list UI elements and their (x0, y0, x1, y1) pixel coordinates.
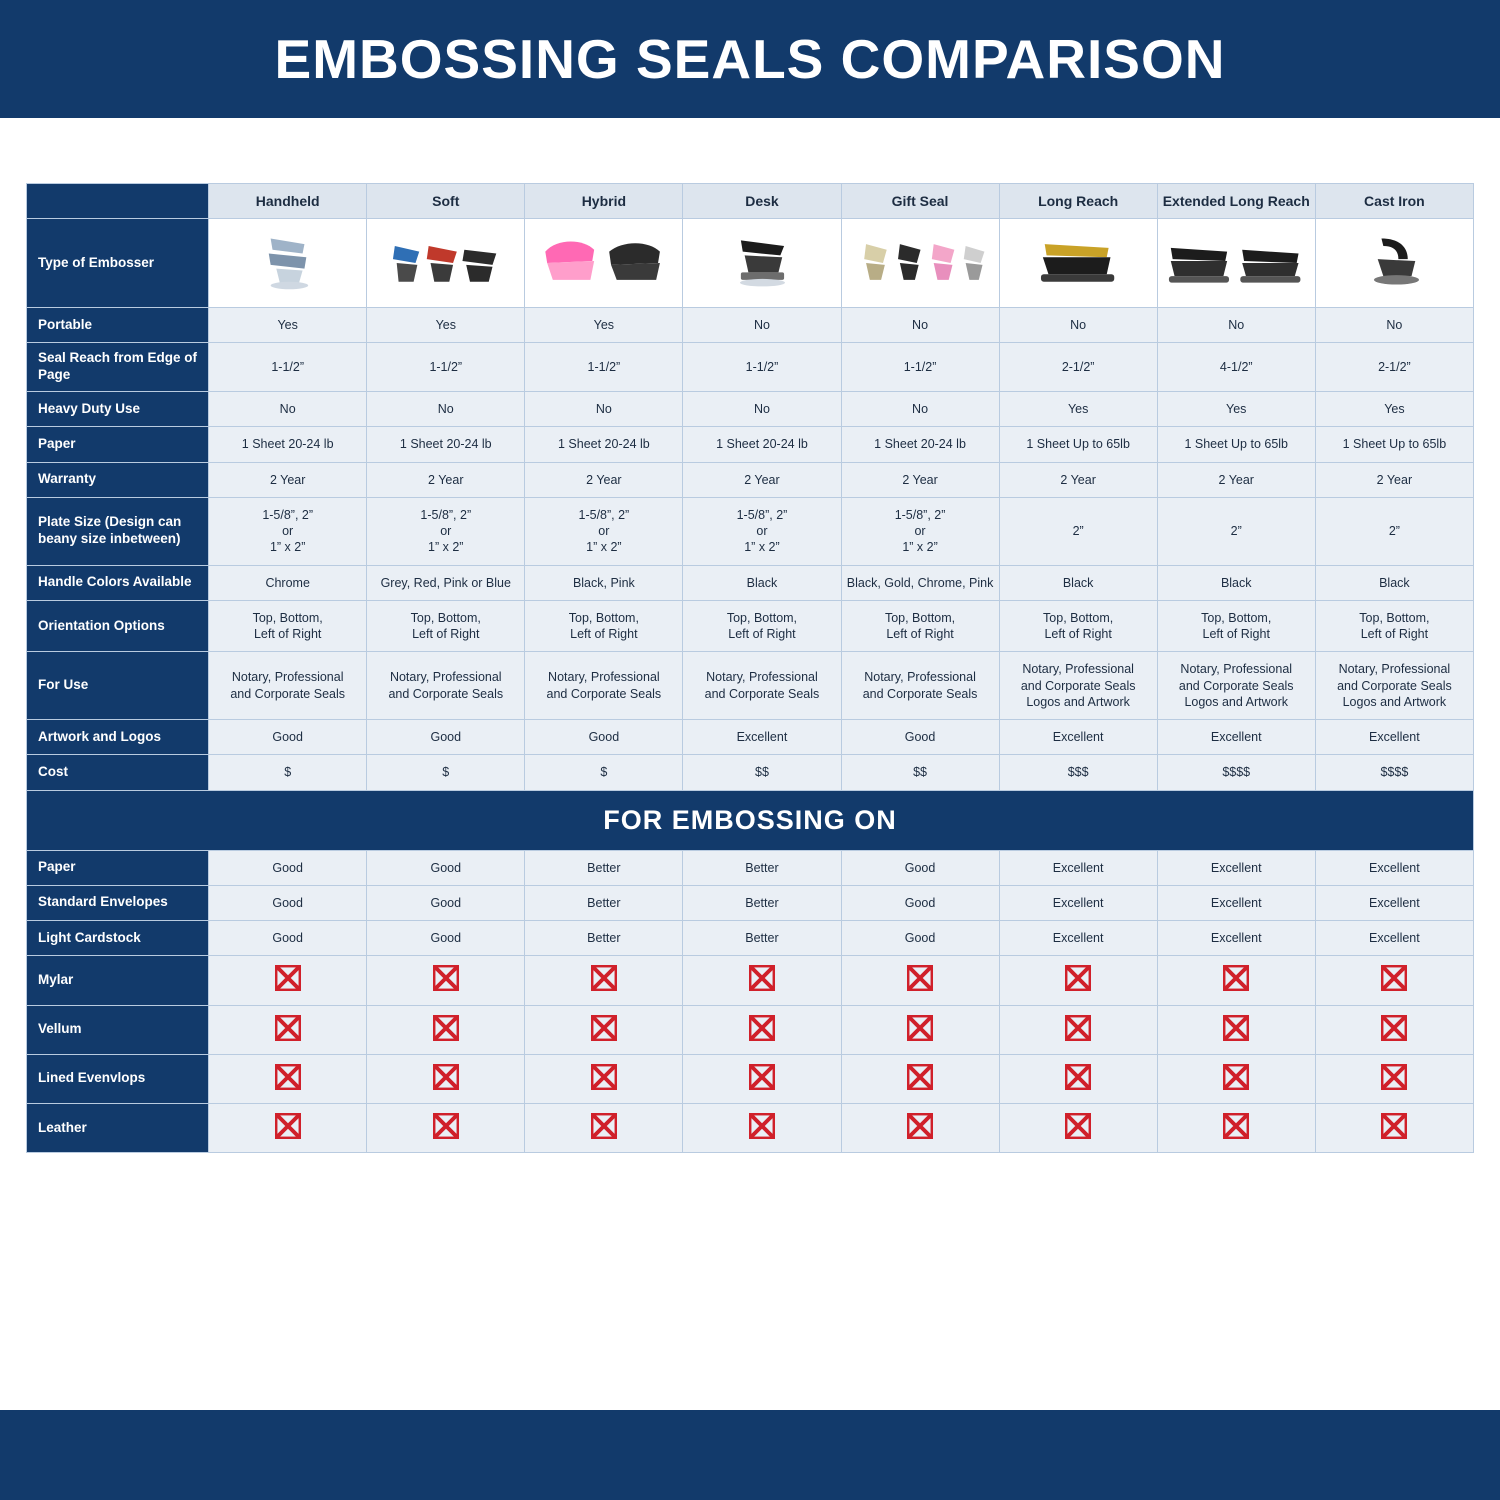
cell-standard-envelopes-hybrid: Better (525, 885, 683, 920)
cell-light-cardstock-cast_iron: Excellent (1315, 921, 1473, 956)
table-row (27, 392, 1474, 427)
cell-paper-long_reach: Excellent (999, 850, 1157, 885)
cell-plate-size-design-can-beany-size-inbetween-long_reach: 2” (999, 497, 1157, 565)
cell-for-use-handheld: Notary, Professional and Corporate Seals (209, 652, 367, 720)
gift-seal-embosser-icon (844, 231, 997, 293)
cell-artwork-and-logos-handheld: Good (209, 720, 367, 755)
row-label-artwork-and-logos: Artwork and Logos (27, 720, 209, 755)
cell-heavy-duty-use-long_reach: Yes (999, 392, 1157, 427)
row-label-type-of-embosser: Type of Embosser (27, 219, 209, 308)
cell-artwork-and-logos-hybrid: Good (525, 720, 683, 755)
x-mark-icon (907, 1128, 933, 1142)
cell-mylar-desk (683, 956, 841, 1005)
hybrid-embosser-icon (527, 231, 680, 293)
cell-paper-cast_iron: 1 Sheet Up to 65lb (1315, 427, 1473, 462)
cell-warranty-gift_seal: 2 Year (841, 462, 999, 497)
cell-light-cardstock-hybrid: Better (525, 921, 683, 956)
cell-plate-size-design-can-beany-size-inbetween-hybrid: 1-5/8”, 2” or 1” x 2” (525, 497, 683, 565)
cell-for-use-desk: Notary, Professional and Corporate Seals (683, 652, 841, 720)
embosser-image-cell-extended_long_reach (1157, 219, 1315, 308)
cell-paper-extended_long_reach: Excellent (1157, 850, 1315, 885)
cell-orientation-options-cast_iron: Top, Bottom, Left of Right (1315, 600, 1473, 652)
table-row (27, 850, 1474, 885)
x-mark-icon (907, 1030, 933, 1044)
table-row (27, 956, 1474, 1005)
row-label-mylar: Mylar (27, 956, 209, 1005)
cell-artwork-and-logos-soft: Good (367, 720, 525, 755)
long-reach-embosser-icon (1002, 231, 1155, 293)
cell-mylar-hybrid (525, 956, 683, 1005)
cell-handle-colors-available-hybrid: Black, Pink (525, 565, 683, 600)
x-mark-icon (1381, 980, 1407, 994)
cell-standard-envelopes-extended_long_reach: Excellent (1157, 885, 1315, 920)
x-mark-icon (1065, 1030, 1091, 1044)
table-row (27, 308, 1474, 343)
x-mark-icon (433, 1128, 459, 1142)
cell-vellum-desk (683, 1005, 841, 1054)
row-label-paper: Paper (27, 427, 209, 462)
cell-lined-evenvlops-soft (367, 1054, 525, 1103)
cell-mylar-soft (367, 956, 525, 1005)
table-row (27, 720, 1474, 755)
cell-for-use-extended_long_reach: Notary, Professional and Corporate Seals Logos and Artwork (1157, 652, 1315, 720)
extended-long-reach-embosser-icon (1160, 231, 1313, 293)
column-header-extended_long_reach: Extended Long Reach (1157, 184, 1315, 219)
desk-embosser-icon (685, 231, 838, 293)
cell-cost-cast_iron: $$$$ (1315, 755, 1473, 790)
x-mark-icon (907, 1079, 933, 1093)
cell-paper-cast_iron: Excellent (1315, 850, 1473, 885)
cell-heavy-duty-use-desk: No (683, 392, 841, 427)
x-mark-icon (591, 1030, 617, 1044)
cell-vellum-handheld (209, 1005, 367, 1054)
cell-artwork-and-logos-cast_iron: Excellent (1315, 720, 1473, 755)
table-row (27, 219, 1474, 308)
cell-artwork-and-logos-extended_long_reach: Excellent (1157, 720, 1315, 755)
cell-mylar-extended_long_reach (1157, 956, 1315, 1005)
x-mark-icon (749, 1128, 775, 1142)
cell-warranty-soft: 2 Year (367, 462, 525, 497)
cell-vellum-extended_long_reach (1157, 1005, 1315, 1054)
table-row (27, 921, 1474, 956)
cell-standard-envelopes-cast_iron: Excellent (1315, 885, 1473, 920)
cast-iron-embosser-icon (1318, 231, 1471, 293)
row-label-standard-envelopes: Standard Envelopes (27, 885, 209, 920)
cell-portable-cast_iron: No (1315, 308, 1473, 343)
x-mark-icon (275, 1128, 301, 1142)
cell-handle-colors-available-long_reach: Black (999, 565, 1157, 600)
cell-plate-size-design-can-beany-size-inbetween-soft: 1-5/8”, 2” or 1” x 2” (367, 497, 525, 565)
cell-artwork-and-logos-long_reach: Excellent (999, 720, 1157, 755)
x-mark-icon (1381, 1079, 1407, 1093)
cell-warranty-long_reach: 2 Year (999, 462, 1157, 497)
column-header-handheld: Handheld (209, 184, 367, 219)
section-banner: FOR EMBOSSING ON (27, 790, 1474, 850)
cell-portable-long_reach: No (999, 308, 1157, 343)
column-header-soft: Soft (367, 184, 525, 219)
table-row (27, 462, 1474, 497)
cell-leather-extended_long_reach (1157, 1104, 1315, 1153)
x-mark-icon (1381, 1128, 1407, 1142)
column-header-long_reach: Long Reach (999, 184, 1157, 219)
cell-portable-desk: No (683, 308, 841, 343)
cell-handle-colors-available-soft: Grey, Red, Pink or Blue (367, 565, 525, 600)
cell-portable-extended_long_reach: No (1157, 308, 1315, 343)
cell-cost-handheld: $ (209, 755, 367, 790)
cell-standard-envelopes-desk: Better (683, 885, 841, 920)
x-mark-icon (591, 980, 617, 994)
cell-cost-extended_long_reach: $$$$ (1157, 755, 1315, 790)
table-row (27, 885, 1474, 920)
table-row (27, 1104, 1474, 1153)
cell-for-use-cast_iron: Notary, Professional and Corporate Seals Logos and Artwork (1315, 652, 1473, 720)
x-mark-icon (433, 1079, 459, 1093)
cell-seal-reach-from-edge-of-page-long_reach: 2-1/2” (999, 343, 1157, 392)
cell-light-cardstock-gift_seal: Good (841, 921, 999, 956)
cell-seal-reach-from-edge-of-page-extended_long_reach: 4-1/2” (1157, 343, 1315, 392)
cell-orientation-options-handheld: Top, Bottom, Left of Right (209, 600, 367, 652)
cell-lined-evenvlops-desk (683, 1054, 841, 1103)
cell-handle-colors-available-cast_iron: Black (1315, 565, 1473, 600)
x-mark-icon (433, 1030, 459, 1044)
cell-paper-desk: 1 Sheet 20-24 lb (683, 427, 841, 462)
x-mark-icon (275, 1030, 301, 1044)
cell-heavy-duty-use-hybrid: No (525, 392, 683, 427)
x-mark-icon (591, 1128, 617, 1142)
cell-cost-hybrid: $ (525, 755, 683, 790)
cell-plate-size-design-can-beany-size-inbetween-desk: 1-5/8”, 2” or 1” x 2” (683, 497, 841, 565)
cell-light-cardstock-soft: Good (367, 921, 525, 956)
embosser-image-cell-gift_seal (841, 219, 999, 308)
cell-seal-reach-from-edge-of-page-handheld: 1-1/2” (209, 343, 367, 392)
cell-cost-gift_seal: $$ (841, 755, 999, 790)
x-mark-icon (591, 1079, 617, 1093)
cell-paper-hybrid: Better (525, 850, 683, 885)
cell-paper-soft: 1 Sheet 20-24 lb (367, 427, 525, 462)
cell-heavy-duty-use-handheld: No (209, 392, 367, 427)
cell-orientation-options-long_reach: Top, Bottom, Left of Right (999, 600, 1157, 652)
cell-seal-reach-from-edge-of-page-hybrid: 1-1/2” (525, 343, 683, 392)
cell-artwork-and-logos-gift_seal: Good (841, 720, 999, 755)
cell-paper-long_reach: 1 Sheet Up to 65lb (999, 427, 1157, 462)
x-mark-icon (749, 1030, 775, 1044)
cell-seal-reach-from-edge-of-page-desk: 1-1/2” (683, 343, 841, 392)
cell-portable-gift_seal: No (841, 308, 999, 343)
cell-light-cardstock-desk: Better (683, 921, 841, 956)
x-mark-icon (433, 980, 459, 994)
page-footer (0, 1410, 1500, 1500)
x-mark-icon (749, 980, 775, 994)
column-header-cast_iron: Cast Iron (1315, 184, 1473, 219)
cell-light-cardstock-handheld: Good (209, 921, 367, 956)
cell-paper-extended_long_reach: 1 Sheet Up to 65lb (1157, 427, 1315, 462)
cell-portable-hybrid: Yes (525, 308, 683, 343)
table-row (27, 343, 1474, 392)
row-label-orientation-options: Orientation Options (27, 600, 209, 652)
cell-orientation-options-extended_long_reach: Top, Bottom, Left of Right (1157, 600, 1315, 652)
table-row (27, 1005, 1474, 1054)
row-label-plate-size-design-can-beany-size-inbetween: Plate Size (Design can beany size inbetween) (27, 497, 209, 565)
x-mark-icon (1065, 980, 1091, 994)
cell-lined-evenvlops-extended_long_reach (1157, 1054, 1315, 1103)
cell-seal-reach-from-edge-of-page-cast_iron: 2-1/2” (1315, 343, 1473, 392)
row-label-paper: Paper (27, 850, 209, 885)
row-label-for-use: For Use (27, 652, 209, 720)
cell-mylar-cast_iron (1315, 956, 1473, 1005)
header-divider (0, 118, 1500, 126)
row-label-light-cardstock: Light Cardstock (27, 921, 209, 956)
cell-vellum-hybrid (525, 1005, 683, 1054)
cell-leather-long_reach (999, 1104, 1157, 1153)
table-row (27, 1054, 1474, 1103)
table-row (27, 497, 1474, 565)
section-banner-row (27, 790, 1474, 850)
cell-handle-colors-available-gift_seal: Black, Gold, Chrome, Pink (841, 565, 999, 600)
cell-lined-evenvlops-hybrid (525, 1054, 683, 1103)
cell-warranty-desk: 2 Year (683, 462, 841, 497)
cell-leather-cast_iron (1315, 1104, 1473, 1153)
row-label-portable: Portable (27, 308, 209, 343)
table-corner-cell (27, 184, 209, 219)
embosser-image-cell-handheld (209, 219, 367, 308)
x-mark-icon (275, 980, 301, 994)
cell-paper-hybrid: 1 Sheet 20-24 lb (525, 427, 683, 462)
cell-orientation-options-gift_seal: Top, Bottom, Left of Right (841, 600, 999, 652)
table-row (27, 600, 1474, 652)
cell-vellum-long_reach (999, 1005, 1157, 1054)
cell-plate-size-design-can-beany-size-inbetween-cast_iron: 2” (1315, 497, 1473, 565)
cell-plate-size-design-can-beany-size-inbetween-extended_long_reach: 2” (1157, 497, 1315, 565)
x-mark-icon (1381, 1030, 1407, 1044)
cell-orientation-options-desk: Top, Bottom, Left of Right (683, 600, 841, 652)
cell-light-cardstock-extended_long_reach: Excellent (1157, 921, 1315, 956)
cell-light-cardstock-long_reach: Excellent (999, 921, 1157, 956)
column-header-gift_seal: Gift Seal (841, 184, 999, 219)
x-mark-icon (1065, 1128, 1091, 1142)
cell-for-use-hybrid: Notary, Professional and Corporate Seals (525, 652, 683, 720)
cell-artwork-and-logos-desk: Excellent (683, 720, 841, 755)
cell-seal-reach-from-edge-of-page-soft: 1-1/2” (367, 343, 525, 392)
cell-warranty-hybrid: 2 Year (525, 462, 683, 497)
table-row (27, 755, 1474, 790)
cell-paper-desk: Better (683, 850, 841, 885)
cell-portable-soft: Yes (367, 308, 525, 343)
row-label-warranty: Warranty (27, 462, 209, 497)
cell-standard-envelopes-gift_seal: Good (841, 885, 999, 920)
cell-orientation-options-soft: Top, Bottom, Left of Right (367, 600, 525, 652)
cell-for-use-long_reach: Notary, Professional and Corporate Seals Logos and Artwork (999, 652, 1157, 720)
row-label-vellum: Vellum (27, 1005, 209, 1054)
comparison-table (26, 183, 1474, 1153)
x-mark-icon (1223, 980, 1249, 994)
cell-paper-gift_seal: Good (841, 850, 999, 885)
cell-cost-soft: $ (367, 755, 525, 790)
cell-standard-envelopes-long_reach: Excellent (999, 885, 1157, 920)
cell-leather-desk (683, 1104, 841, 1153)
cell-paper-handheld: 1 Sheet 20-24 lb (209, 427, 367, 462)
cell-vellum-gift_seal (841, 1005, 999, 1054)
column-header-desk: Desk (683, 184, 841, 219)
cell-heavy-duty-use-gift_seal: No (841, 392, 999, 427)
cell-mylar-long_reach (999, 956, 1157, 1005)
embosser-image-cell-soft (367, 219, 525, 308)
cell-handle-colors-available-desk: Black (683, 565, 841, 600)
cell-vellum-cast_iron (1315, 1005, 1473, 1054)
cell-handle-colors-available-extended_long_reach: Black (1157, 565, 1315, 600)
x-mark-icon (749, 1079, 775, 1093)
page-header (0, 0, 1500, 118)
cell-standard-envelopes-soft: Good (367, 885, 525, 920)
cell-paper-gift_seal: 1 Sheet 20-24 lb (841, 427, 999, 462)
cell-paper-handheld: Good (209, 850, 367, 885)
row-label-handle-colors-available: Handle Colors Available (27, 565, 209, 600)
embosser-image-cell-long_reach (999, 219, 1157, 308)
table-header-row (27, 184, 1474, 219)
row-label-seal-reach-from-edge-of-page: Seal Reach from Edge of Page (27, 343, 209, 392)
cell-plate-size-design-can-beany-size-inbetween-handheld: 1-5/8”, 2” or 1” x 2” (209, 497, 367, 565)
cell-vellum-soft (367, 1005, 525, 1054)
x-mark-icon (1223, 1030, 1249, 1044)
x-mark-icon (1065, 1079, 1091, 1093)
row-label-cost: Cost (27, 755, 209, 790)
page-title: EMBOSSING SEALS COMPARISON (274, 28, 1226, 90)
cell-heavy-duty-use-extended_long_reach: Yes (1157, 392, 1315, 427)
column-header-hybrid: Hybrid (525, 184, 683, 219)
cell-lined-evenvlops-cast_iron (1315, 1054, 1473, 1103)
comparison-table-wrap (26, 183, 1474, 1153)
table-row (27, 427, 1474, 462)
cell-mylar-gift_seal (841, 956, 999, 1005)
cell-handle-colors-available-handheld: Chrome (209, 565, 367, 600)
cell-leather-soft (367, 1104, 525, 1153)
cell-for-use-soft: Notary, Professional and Corporate Seals (367, 652, 525, 720)
embosser-image-cell-cast_iron (1315, 219, 1473, 308)
row-label-leather: Leather (27, 1104, 209, 1153)
cell-lined-evenvlops-long_reach (999, 1054, 1157, 1103)
x-mark-icon (907, 980, 933, 994)
soft-embosser-icon (369, 231, 522, 293)
cell-warranty-handheld: 2 Year (209, 462, 367, 497)
cell-cost-desk: $$ (683, 755, 841, 790)
cell-leather-handheld (209, 1104, 367, 1153)
cell-lined-evenvlops-gift_seal (841, 1054, 999, 1103)
cell-cost-long_reach: $$$ (999, 755, 1157, 790)
row-label-heavy-duty-use: Heavy Duty Use (27, 392, 209, 427)
table-row (27, 652, 1474, 720)
handheld-embosser-icon (211, 231, 364, 293)
x-mark-icon (275, 1079, 301, 1093)
cell-warranty-extended_long_reach: 2 Year (1157, 462, 1315, 497)
cell-warranty-cast_iron: 2 Year (1315, 462, 1473, 497)
table-row (27, 565, 1474, 600)
cell-seal-reach-from-edge-of-page-gift_seal: 1-1/2” (841, 343, 999, 392)
cell-orientation-options-hybrid: Top, Bottom, Left of Right (525, 600, 683, 652)
cell-lined-evenvlops-handheld (209, 1054, 367, 1103)
cell-standard-envelopes-handheld: Good (209, 885, 367, 920)
row-label-lined-evenvlops: Lined Evenvlops (27, 1054, 209, 1103)
x-mark-icon (1223, 1128, 1249, 1142)
cell-heavy-duty-use-soft: No (367, 392, 525, 427)
embosser-image-cell-hybrid (525, 219, 683, 308)
x-mark-icon (1223, 1079, 1249, 1093)
cell-leather-gift_seal (841, 1104, 999, 1153)
cell-plate-size-design-can-beany-size-inbetween-gift_seal: 1-5/8”, 2” or 1” x 2” (841, 497, 999, 565)
cell-leather-hybrid (525, 1104, 683, 1153)
cell-mylar-handheld (209, 956, 367, 1005)
cell-for-use-gift_seal: Notary, Professional and Corporate Seals (841, 652, 999, 720)
cell-paper-soft: Good (367, 850, 525, 885)
cell-heavy-duty-use-cast_iron: Yes (1315, 392, 1473, 427)
cell-portable-handheld: Yes (209, 308, 367, 343)
embosser-image-cell-desk (683, 219, 841, 308)
